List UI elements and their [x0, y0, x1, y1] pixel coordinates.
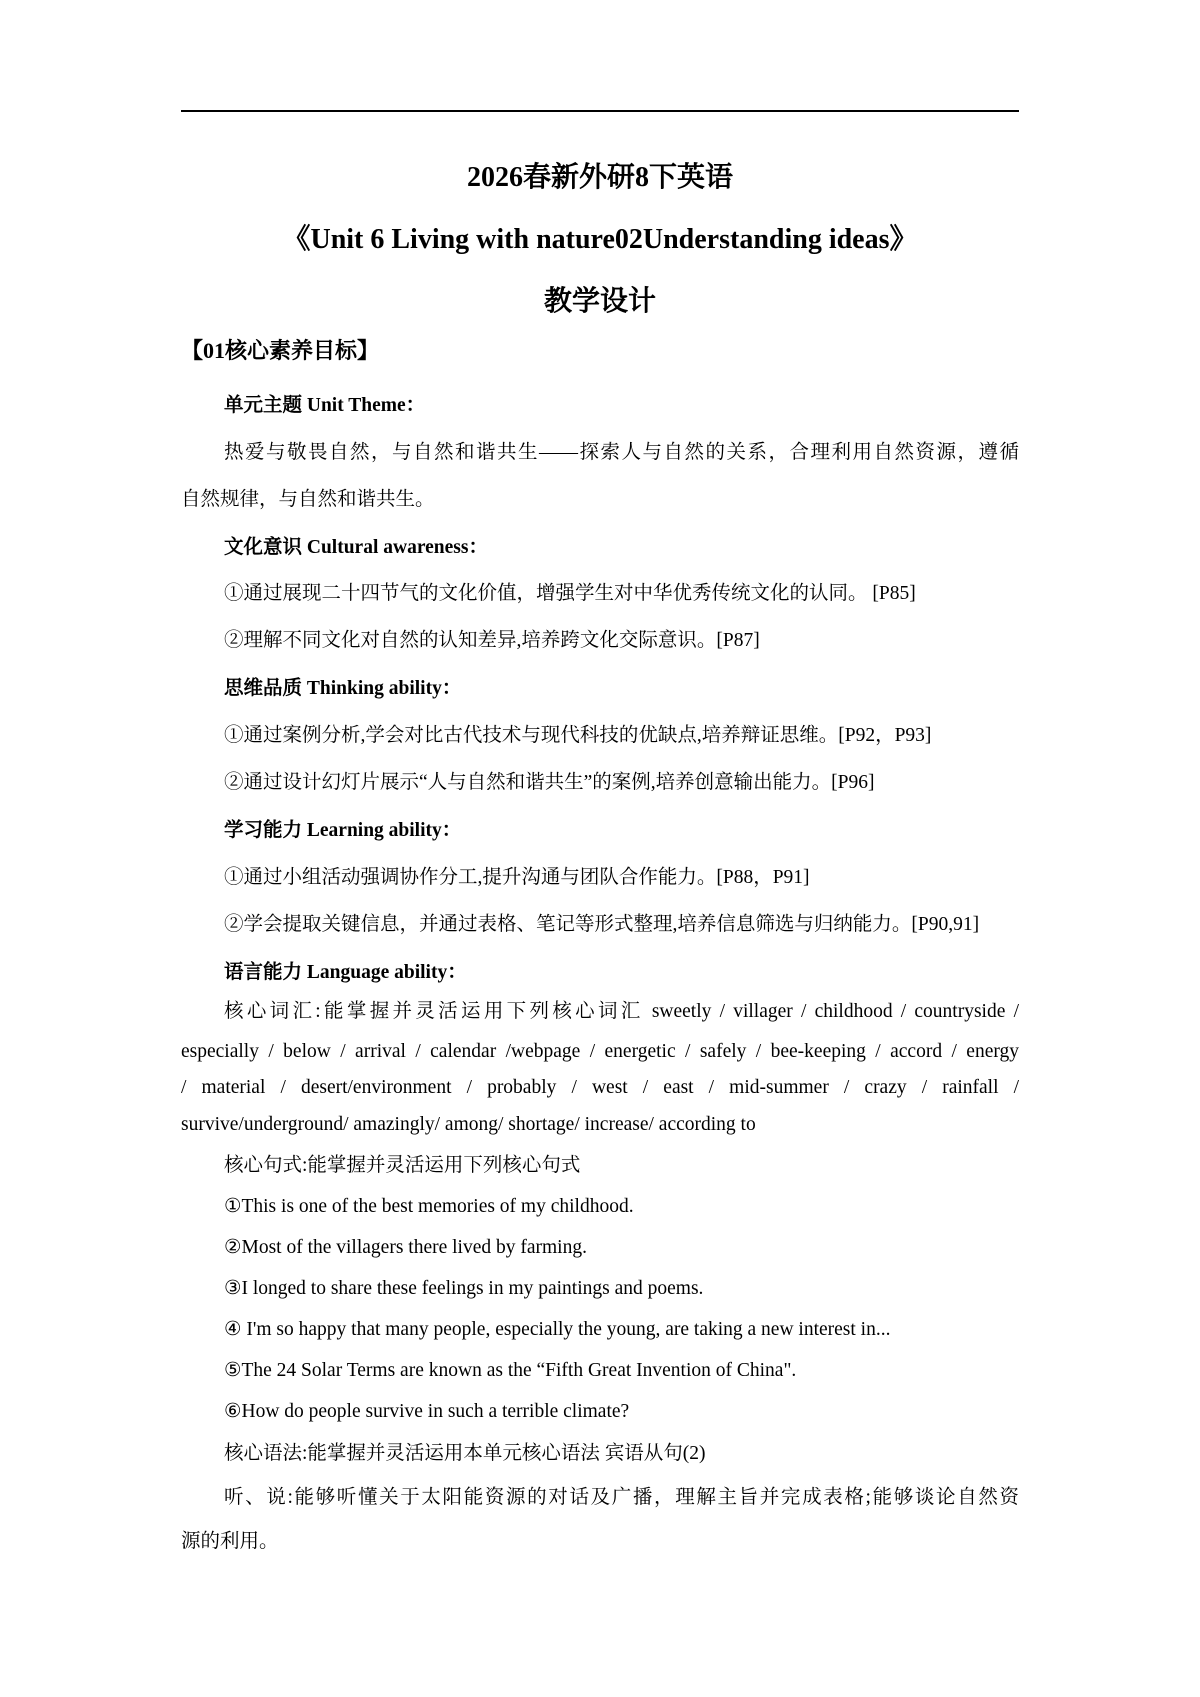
sentence-item: ②Most of the villagers there lived by farming.	[224, 1237, 587, 1258]
learning-item-1: ①通过小组活动强调协作分工,提升沟通与团队合作能力。[P88，P91]	[224, 867, 810, 888]
language-label: 语言能力 Language ability：	[224, 962, 467, 983]
unit-theme-text-1: 热爱与敬畏自然，与自然和谐共生——探索人与自然的关系，合理利用自然资源，遵循	[224, 442, 1019, 463]
sentence-label: 核心句式:能掌握并灵活运用下列核心句式	[224, 1155, 581, 1176]
unit-theme-label: 单元主题 Unit Theme：	[224, 395, 426, 416]
cultural-label: 文化意识 Cultural awareness：	[224, 537, 488, 558]
thinking-item-2: ②通过设计幻灯片展示“人与自然和谐共生”的案例,培养创意输出能力。[P96]	[224, 772, 875, 793]
sentence-item: ①This is one of the best memories of my childhood.	[224, 1196, 634, 1217]
cultural-item-2: ②理解不同文化对自然的认知差异,培养跨文化交际意识。[P87]	[224, 630, 760, 651]
section-heading: 【01核心素养目标】	[181, 338, 380, 363]
listening-line-1: 听、说:能够听懂关于太阳能资源的对话及广播，理解主旨并完成表格;能够谈论自然资	[224, 1487, 1019, 1508]
learning-label: 学习能力 Learning ability：	[224, 820, 462, 841]
doc-title-line3: 教学设计	[543, 286, 656, 317]
thinking-label: 思维品质 Thinking ability：	[224, 678, 462, 699]
doc-title-line1: 2026春新外研8下英语	[466, 162, 733, 193]
thinking-item-1: ①通过案例分析,学会对比古代技术与现代科技的优缺点,培养辩证思维。[P92，P93]	[224, 725, 932, 746]
vocab-line-3: / material / desert/environment / probably / west / east / mid-summer / crazy / rainfall /	[181, 1077, 1019, 1098]
sentence-item: ⑥How do people survive in such a terrible climate?	[224, 1401, 630, 1422]
sentence-item: ④ I'm so happy that many people, especially the young, are taking a new interest in...	[224, 1319, 891, 1340]
vocab-line-1: 核心词汇:能掌握并灵活运用下列核心词汇 sweetly / villager / childhood / countryside /	[224, 1001, 1019, 1022]
sentence-item: ⑤The 24 Solar Terms are known as the “Fifth Great Invention of China".	[224, 1360, 797, 1381]
grammar-line: 核心语法:能掌握并灵活运用本单元核心语法 宾语从句(2)	[224, 1443, 706, 1464]
header-rule	[181, 110, 1019, 112]
vocab-line-2: especially / below / arrival / calendar /webpage / energetic / safely / bee-keeping / accord / energy	[181, 1041, 1019, 1062]
cultural-item-1: ①通过展现二十四节气的文化价值，增强学生对中华优秀传统文化的认同。 [P85]	[224, 583, 916, 604]
doc-title-line2: 《Unit 6 Living with nature02Understanding ideas》	[282, 224, 918, 255]
sentence-item: ③I longed to share these feelings in my paintings and poems.	[224, 1278, 704, 1299]
listening-line-2: 源的利用。	[181, 1531, 279, 1552]
unit-theme-text-2: 自然规律，与自然和谐共生。	[181, 489, 435, 510]
learning-item-2: ②学会提取关键信息，并通过表格、笔记等形式整理,培养信息筛选与归纳能力。[P90,91]	[224, 914, 980, 935]
vocab-line-4: survive/underground/ amazingly/ among/ shortage/ increase/ according to	[181, 1114, 756, 1135]
